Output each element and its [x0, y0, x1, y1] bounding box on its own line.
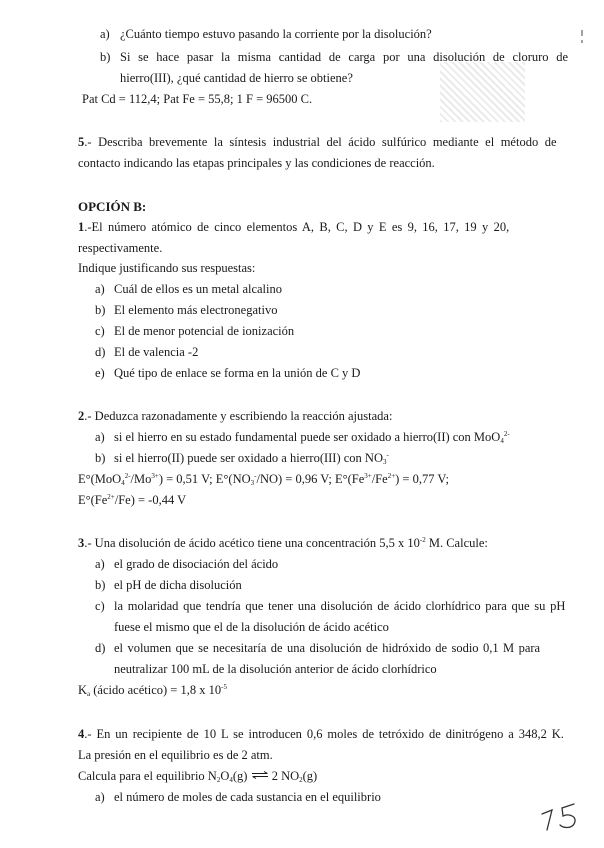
problem-3-line1 — [78, 537, 488, 550]
marker-b: b) — [100, 50, 111, 64]
constants-line: Pat Cd = 112,4; Pat Fe = 55,8; 1 F = 96500 C. — [82, 92, 313, 106]
problem-5-line2: contacto indicando las etapas principales y las condiciones de reacción. — [78, 156, 435, 170]
problem-5-text1: .- — [84, 135, 99, 149]
n2o4-o: O — [220, 769, 230, 783]
problem-4-number: 4 — [78, 727, 85, 741]
problem-2-number: 2 — [78, 409, 85, 423]
problem-1-line2: respectivamente. — [78, 241, 163, 255]
p4-marker-a: a) — [95, 790, 105, 804]
e4-sup: 2+ — [107, 493, 115, 501]
problem-1-instructions: Indique justificando sus respuestas: — [78, 261, 256, 275]
e1-sup2: 3+ — [151, 472, 159, 480]
problem-2-text1: .- Deduzca razonadamente y escribiendo la reacción ajustada: — [84, 409, 393, 423]
e1-rhs: ) = 0,51 V; — [158, 472, 216, 486]
e2-sub: 3 — [250, 479, 255, 487]
e3-sup1: 3+ — [364, 472, 372, 480]
p2-item-a — [114, 431, 510, 444]
problem-3-text1a: .- Una disolución de ácido acético tiene una concentración 5,5 x 10 — [84, 536, 420, 550]
question-b-line2: hierro(III), ¿qué cantidad de hierro se obtiene? — [120, 71, 353, 85]
no3-subscript: 3 — [382, 458, 387, 466]
p1-marker-a: a) — [95, 282, 105, 296]
p3-marker-d: d) — [95, 641, 106, 655]
p3-item-d-line2: neutralizar 100 mL de la disolución anterior de ácido clorhídrico — [114, 662, 437, 676]
question-b-line1: Si se hace pasar la misma cantidad de carga por una disolución de cloruro de — [120, 50, 569, 64]
e2-lhs: E°(NO — [215, 472, 251, 486]
no2-coefficient: 2 NO — [268, 769, 300, 783]
p1-marker-e: e) — [95, 366, 105, 380]
p2-marker-b: b) — [95, 451, 106, 465]
option-b-heading: OPCIÓN B: — [78, 199, 147, 214]
p3-marker-b: b) — [95, 578, 106, 592]
e2-sup: - — [254, 472, 257, 480]
p1-marker-d: d) — [95, 345, 106, 359]
n2o4-sub2: 2 — [216, 776, 221, 784]
margin-mark — [580, 30, 584, 44]
problem-4-equilibrium — [78, 770, 317, 783]
show-through-stamp — [440, 62, 525, 122]
e3-sup2: 2+ — [387, 472, 396, 480]
e2-rhs: /NO) = 0,96 V; — [256, 472, 335, 486]
p3-item-a: el grado de disociación del ácido — [114, 557, 279, 571]
p3-item-c-line1: la molaridad que tendría que tener una disolución de ácido clorhídrico para que su pH — [114, 599, 566, 613]
p1-item-a: Cuál de ellos es un metal alcalino — [114, 282, 283, 296]
problem-1-text1: .-El número atómico de cinco elementos A, B, C, D y E es 9, 16, 17, 19 y 20, — [84, 220, 510, 234]
problem-5-line1 — [78, 136, 557, 149]
problem-4-line2: La presión en el equilibrio es de 2 atm. — [78, 748, 273, 762]
moo4-superscript: 2- — [503, 430, 510, 438]
p1-marker-b: b) — [95, 303, 106, 317]
marker-a: a) — [100, 27, 110, 41]
p3-item-b: el pH de dicha disolución — [114, 578, 242, 592]
p2-item-a-text: si el hierro en su estado fundamental puede ser oxidado a hierro(II) con MoO — [114, 430, 501, 444]
problem-4-text1: .- En un recipiente de 10 L se introducen 0,6 moles de tetróxido de dinitrógeno a 348,2 K. — [84, 727, 564, 741]
p3-item-c-line2: fuese el mismo que el de la disolución de ácido acético — [114, 620, 389, 634]
p4-item-a: el número de moles de cada sustancia en el equilibrio — [114, 790, 381, 804]
problem-1-number: 1 — [78, 220, 85, 234]
e3-mid: /Fe — [371, 472, 388, 486]
no3-superscript: - — [386, 451, 389, 459]
ka-line — [78, 684, 227, 697]
e4-lhs: E°(Fe — [78, 493, 108, 507]
gas-state-1: (g) — [232, 769, 251, 783]
problem-1-line1 — [78, 221, 509, 234]
e3-rhs: ) = 0,77 V; — [395, 472, 449, 486]
p2-item-b — [114, 452, 389, 465]
p1-marker-c: c) — [95, 324, 105, 338]
p3-item-d-line1: el volumen que se necesitaría de una disolución de hidróxido de sodio 0,1 M para — [114, 641, 541, 655]
moo4-subscript: 4 — [500, 437, 504, 445]
problem-2-line1 — [78, 410, 392, 423]
problem-5-number: 5 — [78, 135, 85, 149]
potentials-line2 — [78, 494, 186, 507]
p1-item-c: El de menor potencial de ionización — [114, 324, 295, 338]
no2-sub: 2 — [299, 776, 303, 784]
e4-rhs: /Fe) = -0,44 V — [114, 493, 187, 507]
problem-4-line1 — [78, 728, 564, 741]
potentials-line1 — [78, 473, 449, 486]
ka-sub: a — [87, 690, 91, 698]
conc-exponent: -2 — [419, 536, 426, 544]
p1-item-e: Qué tipo de enlace se forma en la unión de C y D — [114, 366, 361, 380]
ka-exponent: -5 — [221, 683, 227, 691]
e3-lhs: E°(Fe — [334, 472, 365, 486]
problem-3-text1b: M. Calcule: — [425, 536, 488, 550]
ka-symbol: K — [78, 683, 88, 697]
p3-marker-c: c) — [95, 599, 105, 613]
problem-3-number: 3 — [78, 536, 85, 550]
e1-mid: /Mo — [130, 472, 152, 486]
problem-5-text1-body: Describa brevemente la síntesis industrial del ácido sulfúrico mediante el método de — [98, 135, 557, 149]
p1-item-b: El elemento más electronegativo — [114, 303, 278, 317]
p3-marker-a: a) — [95, 557, 105, 571]
handwritten-page-number — [538, 800, 586, 834]
n2o4-sub4: 4 — [229, 776, 233, 784]
problem-4-text3: Calcula para el equilibrio N — [78, 769, 217, 783]
ka-text: (ácido acético) = 1,8 x 10 — [93, 683, 222, 697]
gas-state-2: (g) — [302, 769, 318, 783]
question-a-text: ¿Cuánto tiempo estuvo pasando la corriente por la disolución? — [120, 27, 432, 41]
p1-item-d: El de valencia -2 — [114, 345, 199, 359]
equilibrium-arrow-icon — [251, 771, 269, 779]
e1-lhs: E°(MoO — [78, 472, 122, 486]
e1-sub: 4 — [121, 479, 125, 487]
e1-sup1: 2- — [124, 472, 131, 480]
p2-marker-a: a) — [95, 430, 105, 444]
p2-item-b-text: si el hierro(II) puede ser oxidado a hierro(III) con NO — [114, 451, 383, 465]
